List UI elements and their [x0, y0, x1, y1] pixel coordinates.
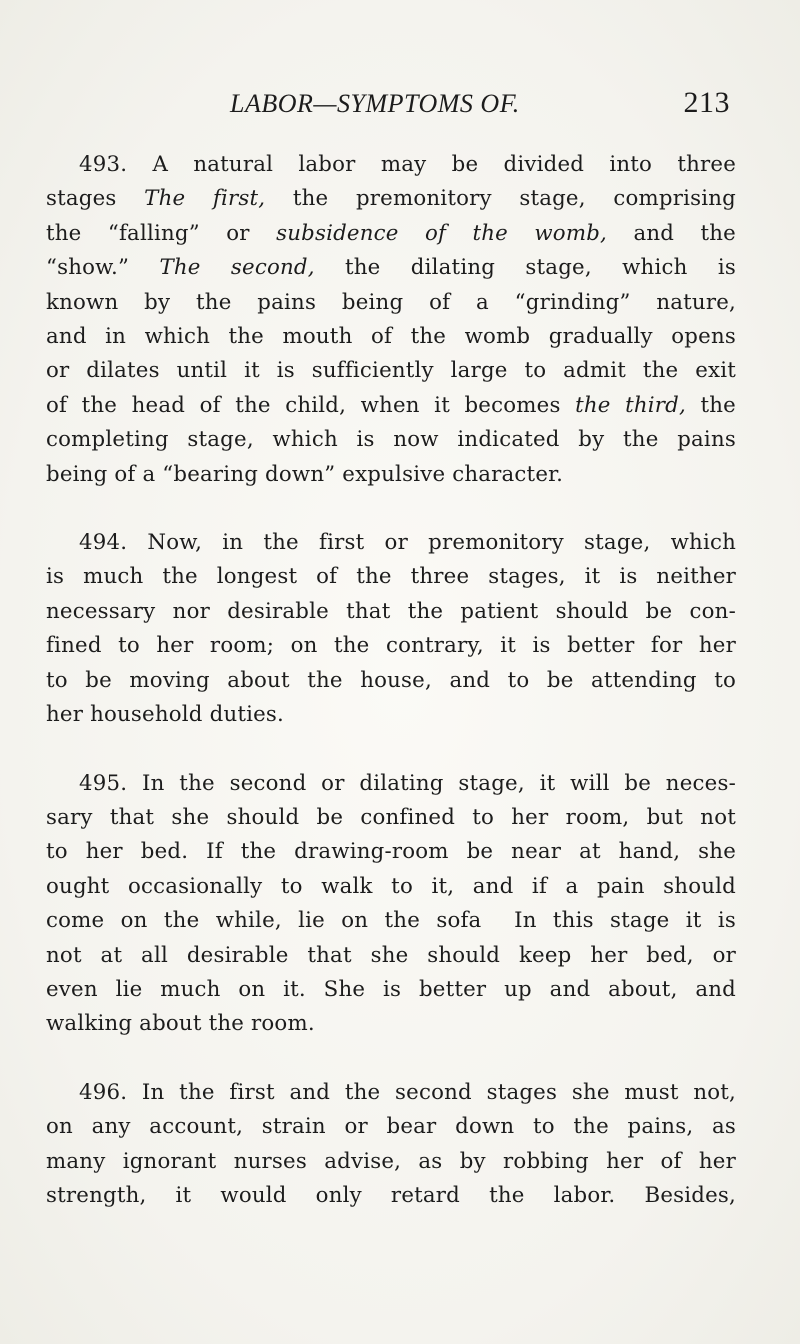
- text-line: [46, 973, 736, 1007]
- text-line: [46, 1110, 736, 1144]
- text-line: [46, 870, 736, 904]
- text-run: the: [685, 392, 736, 418]
- text-run: completing stage, which is now indicated by the pains: [46, 427, 736, 453]
- text-line: [46, 526, 736, 560]
- text-run: the “falling” or: [46, 220, 277, 246]
- text-line: [46, 389, 736, 423]
- text-run: walking about the room.: [46, 1011, 315, 1037]
- text-run: necessary nor desirable that the patient should be con-: [46, 598, 736, 624]
- text-line: [46, 595, 736, 629]
- text-line: [46, 458, 736, 492]
- paragraph: [46, 1076, 736, 1214]
- text-run: to be moving about the house, and to be attending to: [46, 667, 736, 693]
- text-run: to her bed. If the drawing-room be near at hand, she: [46, 839, 736, 865]
- text-run: 495. In the second or dilating stage, it will be neces-: [79, 770, 736, 796]
- text-run: 493. A natural labor may be divided into three: [79, 152, 736, 177]
- text-line: [46, 560, 736, 594]
- text-run: of the head of the child, when it becomes: [46, 392, 576, 418]
- text-run: on any account, strain or bear down to the pains, as: [46, 1114, 736, 1140]
- text-run: fined to her room; on the contrary, it is better for her: [46, 633, 736, 659]
- text-run: 494. Now, in the first or premonitory stage, which: [79, 530, 736, 556]
- text-line: [46, 664, 736, 698]
- paragraph: [46, 767, 736, 1042]
- text-line: [46, 354, 736, 388]
- text-line: [46, 1179, 736, 1213]
- text-run: 496. In the first and the second stages she must not,: [79, 1079, 736, 1105]
- text-run: ought occasionally to walk to it, and if a pain should: [46, 873, 736, 899]
- italic-run: The first,: [144, 186, 266, 212]
- text-run: even lie much on it. She is better up and about, and: [46, 976, 736, 1002]
- page-number: 213: [683, 86, 730, 119]
- text-line: [46, 904, 736, 938]
- text-line: [46, 1007, 736, 1041]
- text-run: her household duties.: [46, 702, 285, 728]
- text-line: [46, 801, 736, 835]
- text-run: the premonitory stage, comprising: [265, 186, 736, 212]
- text-run: sary that she should be confined to her room, but not: [46, 804, 736, 830]
- paragraph: [46, 148, 736, 492]
- text-run: many ignorant nurses advise, as by robbing her of her: [46, 1148, 736, 1174]
- text-line: [46, 629, 736, 663]
- running-head: LABOR—SYMPTOMS OF.: [230, 89, 520, 118]
- text-run: or dilates until it is sufficiently large to admit the exit: [46, 358, 736, 384]
- italic-run: the third,: [575, 392, 686, 418]
- text-line: [46, 286, 736, 320]
- text-run: the dilating stage, which is: [314, 255, 736, 281]
- text-line: [46, 835, 736, 869]
- text-line: [46, 1076, 736, 1110]
- text-line: [46, 182, 736, 216]
- text-run: and in which the mouth of the womb gradually opens: [46, 324, 736, 350]
- text-line: [46, 767, 736, 801]
- text-run: stages: [46, 186, 145, 212]
- text-run: “show.”: [46, 255, 160, 281]
- text-run: come on the while, lie on the sofa In this stage it is: [46, 908, 736, 934]
- page-header: [230, 86, 730, 126]
- text-run: and the: [607, 220, 736, 246]
- text-line: [46, 217, 736, 251]
- text-line: [46, 320, 736, 354]
- text-line: [46, 251, 736, 285]
- text-run: is much the longest of the three stages, it is neither: [46, 564, 736, 590]
- text-run: being of a “bearing down” expulsive character.: [46, 461, 564, 487]
- text-line: [46, 939, 736, 973]
- text-run: strength, it would only retard the labor. Besides,: [46, 1182, 736, 1208]
- text-line: [46, 1145, 736, 1179]
- body-text: [46, 148, 736, 1247]
- italic-run: subsidence of the womb,: [276, 220, 608, 246]
- text-line: [46, 698, 736, 732]
- text-line: [46, 423, 736, 457]
- text-line: [46, 148, 736, 182]
- italic-run: The second,: [159, 255, 315, 281]
- text-run: known by the pains being of a “grinding” nature,: [46, 289, 736, 315]
- paragraph: [46, 526, 736, 732]
- text-run: not at all desirable that she should keep her bed, or: [46, 942, 736, 968]
